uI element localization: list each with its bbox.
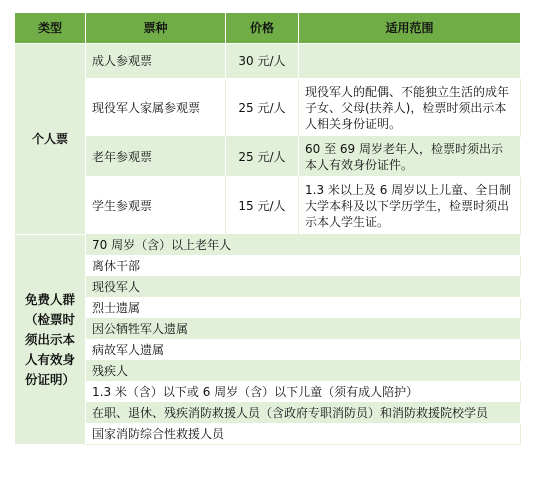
table-row bbox=[15, 137, 521, 177]
table-row bbox=[15, 361, 521, 382]
ticket-price: 30 元/人 bbox=[226, 44, 299, 79]
free-item: 残疾人 bbox=[86, 361, 521, 382]
ticket-price: 25 元/人 bbox=[226, 137, 299, 177]
table-row bbox=[15, 403, 521, 424]
table-row bbox=[15, 235, 521, 256]
header-row bbox=[15, 13, 521, 44]
free-item: 病故军人遗属 bbox=[86, 340, 521, 361]
ticket-price: 25 元/人 bbox=[226, 79, 299, 137]
free-item: 国家消防综合性救援人员 bbox=[86, 424, 521, 445]
table-row bbox=[15, 256, 521, 277]
ticket-scope: 1.3 米以上及 6 周岁以上儿童、全日制大学本科及以下学历学生，检票时须出示本人学生证。 bbox=[299, 177, 521, 235]
free-item: 烈士遗属 bbox=[86, 298, 521, 319]
free-item: 离休干部 bbox=[86, 256, 521, 277]
category-free: 免费人群（检票时须出示本人有效身份证明） bbox=[15, 235, 86, 445]
table-row bbox=[15, 277, 521, 298]
ticket-price-table bbox=[14, 12, 521, 445]
free-item: 1.3 米（含）以下或 6 周岁（含）以下儿童（须有成人陪护） bbox=[86, 382, 521, 403]
free-item: 现役军人 bbox=[86, 277, 521, 298]
free-item: 70 周岁（含）以上老年人 bbox=[86, 235, 521, 256]
table-row bbox=[15, 319, 521, 340]
header-price: 价格 bbox=[226, 13, 299, 44]
ticket-name: 老年参观票 bbox=[86, 137, 226, 177]
ticket-scope: 60 至 69 周岁老年人，检票时须出示本人有效身份证件。 bbox=[299, 137, 521, 177]
table-row bbox=[15, 382, 521, 403]
header-type: 类型 bbox=[15, 13, 86, 44]
header-ticket: 票种 bbox=[86, 13, 226, 44]
table-row bbox=[15, 424, 521, 445]
ticket-name: 学生参观票 bbox=[86, 177, 226, 235]
ticket-scope bbox=[299, 44, 521, 79]
ticket-price: 15 元/人 bbox=[226, 177, 299, 235]
table-row bbox=[15, 298, 521, 319]
header-scope: 适用范围 bbox=[299, 13, 521, 44]
ticket-name: 现役军人家属参观票 bbox=[86, 79, 226, 137]
table-row bbox=[15, 44, 521, 79]
free-item: 在职、退休、残疾消防救援人员（含政府专职消防员）和消防救援院校学员 bbox=[86, 403, 521, 424]
category-individual: 个人票 bbox=[15, 44, 86, 235]
table-row bbox=[15, 177, 521, 235]
free-item: 因公牺牲军人遗属 bbox=[86, 319, 521, 340]
ticket-scope: 现役军人的配偶、不能独立生活的成年子女、父母(扶养人)，检票时须出示本人相关身份证明。 bbox=[299, 79, 521, 137]
ticket-name: 成人参观票 bbox=[86, 44, 226, 79]
table-row bbox=[15, 79, 521, 137]
table-row bbox=[15, 340, 521, 361]
